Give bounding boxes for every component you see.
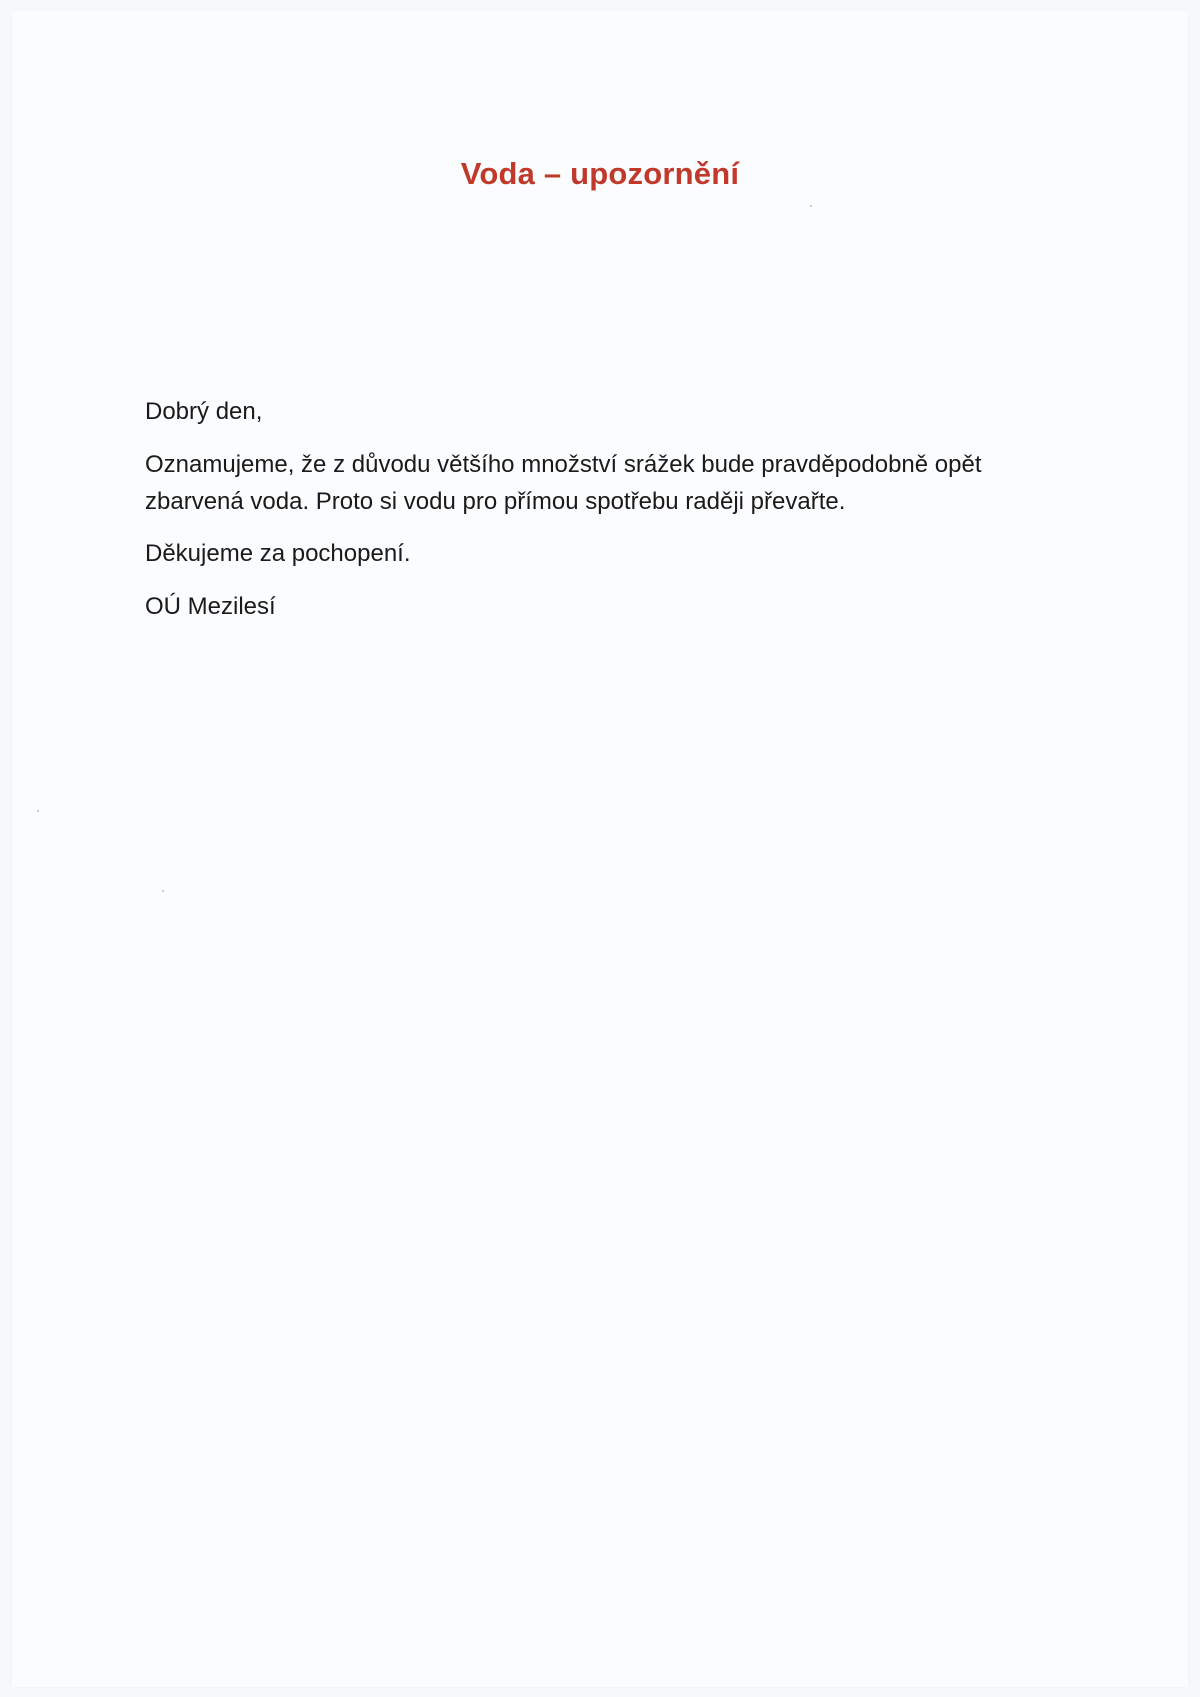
greeting-text: Dobrý den, [145, 398, 263, 425]
document-page [12, 10, 1188, 1687]
page-title: Voda – upozornění [460, 155, 740, 191]
scan-speck [810, 205, 812, 207]
scan-speck [162, 890, 164, 892]
thanks-text: Děkujeme za pochopení. [145, 540, 411, 567]
scan-speck [37, 810, 39, 812]
announcement-text: Oznamujeme, že z důvodu většího množství srážek bude pravděpodobně opět zbarvená voda. Proto si vodu pro přímou spotřebu raději převařte. [145, 451, 982, 515]
signature-text: OÚ Mezilesí [145, 593, 276, 620]
